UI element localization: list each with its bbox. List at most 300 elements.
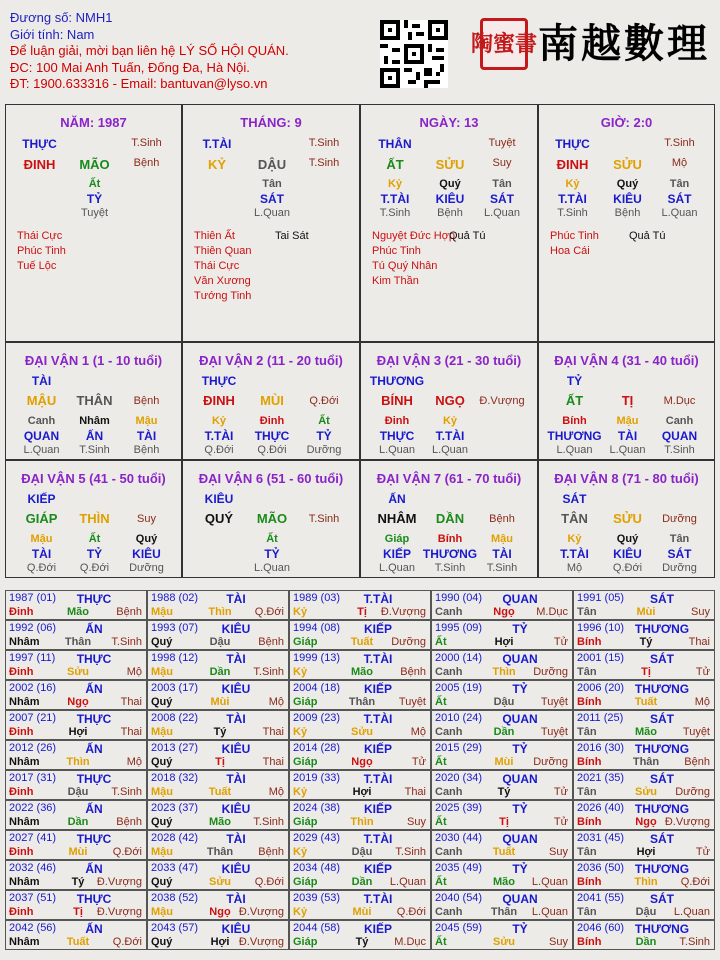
annual-cell[interactable] (5, 710, 147, 740)
annual-cell[interactable] (573, 800, 715, 830)
annual-cell[interactable] (5, 890, 147, 920)
annual-cell[interactable] (147, 650, 289, 680)
annual-year: 2004 (18) (293, 682, 341, 694)
annual-year: 2037 (51) (9, 892, 57, 904)
annual-year: 2010 (24) (435, 712, 483, 724)
annual-god: THỰC (76, 832, 112, 846)
annual-stem: Mậu (151, 726, 173, 738)
annual-cell[interactable] (5, 920, 147, 950)
dv-hidden-phase: L.Quan (253, 562, 291, 574)
annual-cell[interactable] (5, 620, 147, 650)
annual-branch: Tuất (66, 936, 90, 948)
annual-stem: Kỷ (293, 606, 308, 618)
dv-hidden-god: SÁT (667, 547, 692, 561)
annual-branch: Tị (641, 666, 651, 678)
dv-hidden-stem: Quý (135, 533, 158, 545)
annual-cell[interactable] (147, 620, 289, 650)
hidden-god: SÁT (260, 192, 284, 206)
annual-stem: Nhâm (9, 756, 40, 768)
annual-year: 1994 (08) (293, 622, 341, 634)
dv-hidden-god: T.TÀI (204, 429, 234, 443)
annual-stem: Bính (577, 936, 602, 948)
annual-branch: Dần (493, 726, 515, 738)
pillar-stem-god: THỰC (22, 137, 57, 151)
annual-cell[interactable] (147, 830, 289, 860)
pillar-stem-god: THỰC (555, 137, 590, 151)
annual-phase: Đ.Vượng (238, 906, 284, 918)
annual-branch: Ngọ (209, 906, 231, 918)
annual-god: THỰC (76, 592, 112, 606)
annual-branch: Sửu (66, 666, 90, 678)
annual-cell[interactable] (289, 920, 431, 950)
dv-hidden-phase: T.Sinh (486, 562, 518, 574)
annual-phase: Đ.Vượng (664, 816, 710, 828)
pillar-branch: SỬU (435, 157, 465, 172)
annual-year: 1987 (01) (9, 592, 57, 604)
annual-phase: Đ.Vượng (380, 606, 426, 618)
hidden-phase: T.Sinh (557, 207, 588, 219)
dv-hidden-phase: L.Quan (378, 562, 416, 574)
annual-cell[interactable] (573, 890, 715, 920)
annual-phase: Bệnh (258, 846, 284, 858)
annual-cell[interactable] (5, 740, 147, 770)
dai-van-branch: THÂN (76, 393, 113, 408)
annual-year: 1997 (11) (9, 652, 56, 664)
pillar-box (182, 104, 360, 342)
annual-branch: Tị (73, 906, 83, 918)
annual-year: 1991 (05) (577, 592, 625, 604)
annual-god: THỰC (76, 712, 112, 726)
annual-cell[interactable] (573, 710, 715, 740)
annual-phase: Q.Đới (680, 876, 710, 888)
dai-van-branch: NGỌ (435, 393, 465, 408)
annual-god: ẤN (85, 862, 103, 876)
dv-hidden-god: TÀI (492, 547, 512, 561)
annual-stem: Nhâm (9, 636, 40, 648)
annual-year: 2013 (27) (151, 742, 199, 754)
annual-phase: Tử (553, 816, 568, 828)
dv-hidden-stem: Kỷ (211, 415, 227, 427)
annual-year: 2005 (19) (435, 682, 483, 694)
pillar-phase-2: Mộ (671, 157, 688, 169)
dai-van-stem: ĐINH (203, 393, 235, 408)
annual-branch: Mùi (68, 846, 88, 858)
dv-hidden-god: KIÊU (132, 547, 161, 561)
annual-phase: Suy (691, 606, 710, 618)
annual-phase: T.Sinh (679, 936, 710, 948)
annual-year: 2002 (16) (9, 682, 57, 694)
annual-branch: Hợi (210, 936, 230, 948)
hidden-stem: Quý (439, 178, 461, 190)
annual-cell[interactable] (289, 680, 431, 710)
annual-cell[interactable] (5, 770, 147, 800)
annual-god: SÁT (650, 772, 674, 786)
pillar-title: THÁNG: 9 (240, 115, 302, 130)
dv-hidden-stem: Mậu (616, 415, 639, 427)
annual-year: 2026 (40) (577, 802, 625, 814)
annual-cell[interactable] (573, 770, 715, 800)
hidden-phase: L.Quan (483, 207, 521, 219)
annual-cell[interactable] (431, 710, 573, 740)
pillar-phase-2: Suy (492, 157, 512, 169)
annual-god: THƯƠNG (634, 802, 690, 816)
pillar-star: Thái Cực (17, 230, 63, 242)
annual-phase: Bệnh (116, 816, 142, 828)
annual-stem: Ất (435, 936, 447, 948)
annual-cell[interactable] (147, 890, 289, 920)
annual-stem: Quý (151, 816, 173, 828)
annual-branch: Sửu (492, 936, 516, 948)
annual-year: 2039 (53) (293, 892, 341, 904)
annual-cell[interactable] (147, 860, 289, 890)
annual-year: 2001 (15) (577, 652, 625, 664)
annual-god: THỰC (76, 892, 112, 906)
annual-cell[interactable] (5, 650, 147, 680)
annual-stem: Quý (151, 756, 173, 768)
dai-van-phase: Bệnh (489, 513, 515, 525)
annual-branch: Dần (351, 876, 373, 888)
annual-year: 1992 (06) (9, 622, 57, 634)
hidden-phase: Bệnh (614, 207, 641, 219)
annual-phase: Q.Đới (112, 936, 142, 948)
annual-stem: Canh (435, 606, 463, 618)
hidden-stem: Kỷ (565, 178, 580, 190)
dv-hidden-god: KIÊU (613, 547, 642, 561)
hidden-god: SÁT (667, 192, 692, 206)
annual-god: ẤN (85, 682, 103, 696)
annual-cell[interactable] (431, 830, 573, 860)
annual-branch: Mão (67, 606, 89, 618)
annual-god: TÀI (226, 712, 246, 726)
pillar-star-right: Quả Tú (449, 230, 486, 242)
annual-year: 2028 (42) (151, 832, 199, 844)
annual-cell[interactable] (147, 920, 289, 950)
annual-branch: Mão (493, 876, 515, 888)
annual-phase: Tuyệt (540, 696, 568, 708)
dai-van-title: ĐẠI VẬN 7 (61 - 70 tuổi) (376, 471, 522, 486)
dai-van-stem: MẬU (26, 393, 57, 408)
annual-branch: Tý (71, 876, 85, 888)
pillar-star-right: Quả Tú (629, 230, 666, 242)
dai-van-title: ĐẠI VẬN 4 (31 - 40 tuổi) (554, 353, 699, 368)
annual-cell[interactable] (573, 830, 715, 860)
pillar-star: Phúc Tinh (550, 230, 599, 242)
annual-cell[interactable] (573, 680, 715, 710)
annual-branch: Dậu (635, 906, 657, 918)
annual-branch: Dậu (351, 846, 373, 858)
dv-hidden-god: TÀI (136, 429, 157, 443)
dv-hidden-god: QUAN (23, 429, 60, 443)
annual-year: 2038 (52) (151, 892, 199, 904)
pillar-star: Tuế Lộc (17, 260, 57, 272)
annual-cell[interactable] (431, 770, 573, 800)
hidden-god: TỶ (86, 192, 103, 206)
annual-year: 1995 (09) (435, 622, 483, 634)
annual-stem: Quý (151, 936, 173, 948)
annual-branch: Tị (499, 816, 509, 828)
annual-god: T.TÀI (363, 592, 393, 606)
dv-hidden-phase: L.Quan (431, 444, 469, 456)
annual-branch: Thìn (66, 756, 90, 768)
annual-god: TÀI (226, 652, 246, 666)
annual-stem: Tân (577, 666, 597, 678)
annual-cell[interactable] (5, 590, 147, 620)
annual-phase: Mộ (268, 696, 284, 708)
pillar-star: Kim Thần (372, 275, 419, 287)
annual-year: 1990 (04) (435, 592, 483, 604)
annual-phase: Bệnh (258, 636, 284, 648)
annual-stem: Tân (577, 726, 597, 738)
annual-god: TỶ (512, 862, 528, 876)
annual-cell[interactable] (431, 740, 573, 770)
pillar-phase: T.Sinh (664, 137, 695, 149)
brand-title: 南越數理 (538, 20, 710, 67)
dai-van-stem: BÍNH (381, 393, 413, 408)
annual-god: KIẾP (363, 742, 393, 756)
annual-god: QUAN (502, 772, 538, 786)
dai-van-stem: ẤT (565, 393, 584, 408)
annual-cell[interactable] (147, 590, 289, 620)
annual-phase: L.Quan (531, 906, 568, 918)
annual-cell[interactable] (147, 770, 289, 800)
annual-branch: Thân (64, 636, 92, 648)
annual-phase: Đ.Vượng (238, 936, 284, 948)
annual-stem: Canh (435, 726, 463, 738)
annual-stem: Kỷ (293, 846, 308, 858)
pillar-box (538, 104, 715, 342)
annual-phase: Mộ (126, 756, 142, 768)
annual-god: ẤN (85, 922, 103, 936)
annual-god: ẤN (85, 742, 103, 756)
annual-stem: Kỷ (293, 786, 308, 798)
annual-god: KIÊU (221, 622, 251, 636)
annual-cell[interactable] (573, 920, 715, 950)
annual-stem: Tân (577, 906, 597, 918)
annual-stem: Nhâm (9, 816, 40, 828)
annual-god: THƯƠNG (634, 622, 690, 636)
annual-god: TÀI (226, 592, 246, 606)
annual-year: 2008 (22) (151, 712, 199, 724)
annual-phase: T.Sinh (111, 786, 142, 798)
dai-van-title: ĐẠI VẬN 3 (21 - 30 tuổi) (376, 353, 522, 368)
annual-year: 2023 (37) (151, 802, 199, 814)
annual-cell[interactable] (289, 830, 431, 860)
pillar-star: Văn Xương (194, 275, 251, 287)
dv-hidden-stem: Mậu (491, 533, 513, 545)
annual-cell[interactable] (431, 860, 573, 890)
pillar-star-right: Tai Sát (275, 230, 309, 242)
dv-hidden-stem: Mậu (135, 415, 158, 427)
annual-stem: Mậu (151, 786, 173, 798)
annual-cell[interactable] (289, 860, 431, 890)
annual-stem: Giáp (293, 756, 318, 768)
annual-stem: Bính (577, 876, 602, 888)
annual-stem: Kỷ (293, 906, 308, 918)
annual-branch: Tuất (208, 786, 232, 798)
dv-hidden-phase: L.Quan (609, 444, 646, 456)
annual-cell[interactable] (147, 800, 289, 830)
annual-stem: Nhâm (9, 696, 40, 708)
annual-cell[interactable] (289, 890, 431, 920)
annual-cell[interactable] (289, 770, 431, 800)
annual-cell[interactable] (431, 890, 573, 920)
annual-god: ẤN (85, 802, 103, 816)
pillar-box (5, 104, 182, 342)
hidden-god: T.TÀI (558, 192, 587, 206)
annual-year: 2006 (20) (577, 682, 625, 694)
dai-van-title: ĐẠI VẬN 1 (1 - 10 tuổi) (24, 353, 163, 368)
annual-cell[interactable] (573, 860, 715, 890)
annual-cell[interactable] (147, 710, 289, 740)
annual-stem: Bính (577, 696, 602, 708)
annual-branch: Thìn (492, 666, 516, 678)
dv-hidden-phase: T.Sinh (434, 562, 466, 574)
annual-year: 2007 (21) (9, 712, 57, 724)
annual-branch: Ngọ (493, 606, 515, 618)
dv-hidden-stem: Canh (27, 415, 56, 427)
annual-cell[interactable] (431, 620, 573, 650)
pillar-star: Thiên Quan (194, 245, 252, 257)
annual-god: THƯƠNG (634, 742, 690, 756)
pillar-star: Thiên Ất (194, 230, 235, 242)
dv-hidden-phase: Dưỡng (662, 562, 697, 574)
dv-hidden-phase: L.Quan (23, 444, 60, 456)
annual-branch: Ngọ (351, 756, 373, 768)
annual-phase: Dưỡng (533, 666, 568, 678)
annual-year: 2043 (57) (151, 922, 199, 934)
annual-branch: Thìn (208, 606, 232, 618)
annual-phase: T.Sinh (253, 816, 284, 828)
dai-van-branch: MÙI (260, 393, 284, 408)
dai-van-box (360, 342, 538, 460)
annual-branch: Dậu (493, 696, 515, 708)
dv-hidden-stem: Bính (437, 533, 463, 545)
contact-note: Để luận giải, mời bạn liên hệ LÝ SỐ HỘI QUÁN. (10, 43, 289, 58)
hidden-god: T.TÀI (380, 192, 410, 206)
annual-stem: Kỷ (293, 726, 308, 738)
annual-year: 2044 (58) (293, 922, 341, 934)
annual-branch: Tý (497, 786, 511, 798)
annual-cell[interactable] (5, 830, 147, 860)
dv-hidden-stem: Mậu (30, 533, 53, 545)
annual-branch: Mùi (636, 606, 656, 618)
hidden-stem: Tân (669, 178, 690, 190)
annual-cell[interactable] (573, 650, 715, 680)
annual-stem: Bính (577, 636, 602, 648)
annual-cell[interactable] (431, 800, 573, 830)
hidden-phase: L.Quan (661, 207, 698, 219)
annual-stem: Ất (435, 756, 447, 768)
annual-god: SÁT (650, 712, 674, 726)
annual-cell[interactable] (5, 860, 147, 890)
annual-cell[interactable] (431, 920, 573, 950)
pillar-stem: ĐINH (556, 157, 589, 172)
dai-van-box (5, 342, 182, 460)
annual-cell[interactable] (289, 800, 431, 830)
dai-van-god: ẤN (388, 492, 406, 506)
header-info (10, 10, 289, 93)
annual-phase: M.Dục (536, 606, 568, 618)
annual-cell[interactable] (147, 740, 289, 770)
dv-hidden-stem: Giáp (384, 533, 410, 545)
annual-god: KIÊU (221, 862, 251, 876)
annual-cell[interactable] (573, 590, 715, 620)
dai-van-god: THƯƠNG (369, 374, 425, 388)
hidden-phase: L.Quan (253, 207, 291, 219)
annual-cell[interactable] (573, 620, 715, 650)
annual-cell[interactable] (431, 650, 573, 680)
annual-stem: Giáp (293, 816, 318, 828)
pillar-title: GIỜ: 2:0 (600, 115, 653, 130)
dv-hidden-god: QUAN (661, 429, 698, 443)
hidden-god: KIÊU (435, 192, 465, 206)
annual-cell[interactable] (289, 620, 431, 650)
annual-branch: Tý (213, 726, 227, 738)
dv-hidden-god: KIẾP (382, 547, 412, 561)
annual-god: SÁT (650, 892, 674, 906)
annual-phase: M.Dục (394, 936, 426, 948)
annual-cell[interactable] (289, 590, 431, 620)
annual-branch: Mùi (210, 696, 230, 708)
annual-cell[interactable] (431, 590, 573, 620)
annual-stem: Tân (577, 606, 597, 618)
annual-cell[interactable] (289, 710, 431, 740)
annual-stem: Quý (151, 876, 173, 888)
red-seal-logo (470, 18, 538, 70)
annual-phase: T.Sinh (253, 666, 284, 678)
hidden-phase: Tuyệt (80, 207, 109, 219)
annual-cell[interactable] (5, 800, 147, 830)
pillar-box (360, 104, 538, 342)
annual-cell[interactable] (573, 740, 715, 770)
annual-branch: Sửu (634, 786, 658, 798)
annual-phase: Thai (688, 636, 710, 648)
address: ĐC: 100 Mai Anh Tuấn, Đống Đa, Hà Nội. (10, 59, 250, 75)
annual-year: 1988 (02) (151, 592, 199, 604)
annual-stem: Ất (435, 636, 447, 648)
dv-hidden-stem: Canh (665, 415, 694, 427)
annual-phase: Tử (695, 846, 710, 858)
dai-van-stem: NHÂM (377, 511, 417, 526)
annual-phase: Q.Đới (254, 606, 284, 618)
annual-god: TỶ (512, 682, 528, 696)
annual-branch: Thìn (634, 876, 658, 888)
annual-god: TỶ (512, 922, 528, 936)
annual-god: THƯƠNG (634, 682, 690, 696)
dai-van-stem: GIÁP (25, 511, 58, 526)
annual-god: QUAN (502, 652, 538, 666)
annual-phase: Q.Đới (396, 906, 426, 918)
annual-cell[interactable] (431, 680, 573, 710)
annual-year: 1993 (07) (151, 622, 199, 634)
annual-branch: Tý (639, 636, 653, 648)
phone-email[interactable]: ĐT: 1900.633316 - Email: bantuvan@lyso.vn (10, 76, 268, 91)
dv-hidden-phase: Mộ (566, 562, 583, 574)
annual-cell[interactable] (289, 650, 431, 680)
annual-cell[interactable] (147, 680, 289, 710)
annual-cell[interactable] (289, 740, 431, 770)
annual-phase: Mộ (268, 786, 284, 798)
annual-branch: Hợi (636, 846, 656, 858)
annual-phase: Q.Đới (254, 876, 284, 888)
dai-van-stem: TÂN (561, 511, 588, 526)
pillar-stem: KỶ (207, 157, 227, 172)
annual-cell[interactable] (5, 680, 147, 710)
pillar-star: Thái Cực (194, 260, 240, 272)
annual-year: 2020 (34) (435, 772, 483, 784)
annual-year: 2030 (44) (435, 832, 483, 844)
annual-year: 2032 (46) (9, 862, 57, 874)
